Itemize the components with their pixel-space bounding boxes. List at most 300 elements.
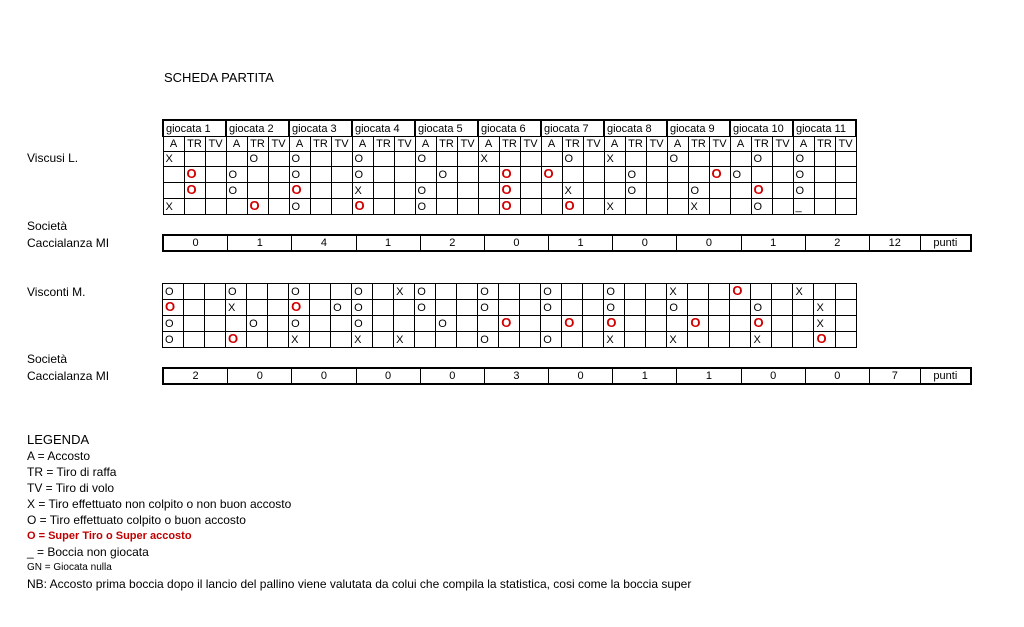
giocata-header: giocata 9 [667, 120, 730, 137]
mark-cell [331, 316, 352, 332]
mark-cell [772, 332, 793, 348]
mark-cell [730, 183, 751, 199]
mark-cell: O [163, 332, 184, 348]
mark-cell [520, 199, 541, 215]
mark-cell: O [730, 167, 751, 183]
subheader-cell: TR [688, 137, 709, 152]
mark-cell [541, 183, 562, 199]
legend-item: GN = Giocata nulla [27, 562, 112, 573]
mark-cell [499, 152, 520, 167]
score-grid [162, 283, 857, 348]
mark-cell [583, 284, 604, 300]
mark-cell: X [667, 332, 688, 348]
mark-cell [772, 167, 793, 183]
mark-cell [688, 284, 709, 300]
score-cell: 0 [356, 368, 420, 384]
subheader-cell: TR [373, 137, 394, 152]
mark-cell [436, 284, 457, 300]
mark-cell: O [478, 332, 499, 348]
table-row [163, 316, 857, 332]
mark-cell [373, 167, 394, 183]
mark-cell [457, 183, 478, 199]
score-cell: 1 [677, 368, 741, 384]
mark-cell [436, 152, 457, 167]
mark-cell [814, 183, 835, 199]
mark-cell [772, 284, 793, 300]
subheader-cell: A [793, 137, 814, 152]
mark-cell [709, 183, 730, 199]
mark-cell [688, 152, 709, 167]
super-mark: O [543, 166, 554, 181]
giocata-header: giocata 5 [415, 120, 478, 137]
mark-cell [709, 199, 730, 215]
mark-cell [646, 332, 667, 348]
mark-cell [457, 300, 478, 316]
mark-cell: O [415, 199, 436, 215]
mark-cell: X [604, 332, 625, 348]
mark-cell [205, 167, 226, 183]
score-cell: 2 [420, 235, 484, 251]
society-label: Società [27, 352, 68, 366]
mark-cell [709, 284, 730, 300]
super-mark: O [711, 166, 722, 181]
mark-cell [625, 199, 646, 215]
mark-cell: O [793, 183, 814, 199]
mark-cell [604, 167, 625, 183]
society-label: Società [27, 219, 68, 233]
mark-cell: O [667, 300, 688, 316]
mark-cell [394, 316, 415, 332]
mark-cell [226, 152, 247, 167]
mark-cell: O [478, 300, 499, 316]
subheader-cell: A [352, 137, 373, 152]
mark-cell [331, 332, 352, 348]
mark-cell [310, 300, 331, 316]
player-name: Visconti M. [27, 285, 86, 299]
super-mark: O [501, 166, 512, 181]
mark-cell [226, 332, 247, 348]
subheader-cell: A [163, 137, 184, 152]
mark-cell [730, 332, 751, 348]
score-cell: 1 [356, 235, 420, 251]
mark-cell [415, 316, 436, 332]
mark-cell [247, 199, 268, 215]
mark-cell [646, 199, 667, 215]
mark-cell [793, 316, 814, 332]
score-cell: 1 [549, 235, 613, 251]
mark-cell [730, 300, 751, 316]
mark-cell: O [289, 199, 310, 215]
legend-item: TR = Tiro di raffa [27, 465, 117, 479]
mark-cell [520, 332, 541, 348]
points-label: punti [920, 235, 971, 251]
score-row [162, 234, 972, 252]
table-row [163, 300, 857, 316]
super-mark: O [501, 182, 512, 197]
mark-cell [583, 316, 604, 332]
legend-note: NB: Accosto prima boccia dopo il lancio del pallino viene valutata da colui che compila la statistica, cosi come la boccia super [27, 577, 692, 591]
mark-cell [520, 300, 541, 316]
mark-cell: O [751, 300, 772, 316]
mark-cell: X [394, 284, 415, 300]
score-cell: 0 [163, 235, 228, 251]
mark-cell [688, 316, 709, 332]
subheader-cell: TV [583, 137, 604, 152]
mark-cell: O [226, 183, 247, 199]
mark-cell [625, 316, 646, 332]
mark-cell [646, 152, 667, 167]
mark-cell [814, 199, 835, 215]
mark-cell [226, 316, 247, 332]
mark-cell [772, 300, 793, 316]
super-mark: O [732, 283, 743, 298]
subheader-cell: TV [205, 137, 226, 152]
mark-cell: O [415, 300, 436, 316]
super-mark: O [816, 331, 827, 346]
mark-cell [373, 332, 394, 348]
mark-cell [268, 152, 289, 167]
mark-cell [835, 183, 856, 199]
society-name: Caccialanza MI [27, 236, 110, 250]
score-grid [162, 119, 857, 215]
mark-cell: X [604, 199, 625, 215]
mark-cell [310, 332, 331, 348]
mark-cell: O [352, 300, 373, 316]
mark-cell: X [163, 199, 184, 215]
mark-cell: O [289, 316, 310, 332]
mark-cell [541, 199, 562, 215]
mark-cell [268, 183, 289, 199]
subheader-cell: TR [247, 137, 268, 152]
mark-cell: O [415, 152, 436, 167]
mark-cell [625, 332, 646, 348]
giocata-header: giocata 10 [730, 120, 793, 137]
mark-cell [247, 284, 268, 300]
mark-cell [310, 167, 331, 183]
mark-cell [835, 332, 857, 348]
score-cell: 1 [741, 235, 805, 251]
super-mark: O [291, 299, 302, 314]
mark-cell [835, 167, 856, 183]
subheader-cell: TV [646, 137, 667, 152]
mark-cell: O [163, 316, 184, 332]
mark-cell: O [352, 284, 373, 300]
mark-cell [499, 316, 520, 332]
mark-cell [667, 199, 688, 215]
mark-cell: O [751, 199, 772, 215]
mark-cell [268, 167, 289, 183]
mark-cell [457, 167, 478, 183]
score-cell: 1 [228, 235, 292, 251]
mark-cell: X [289, 332, 310, 348]
mark-cell [688, 300, 709, 316]
mark-cell: O [478, 284, 499, 300]
mark-cell: X [604, 152, 625, 167]
super-mark: O [291, 182, 302, 197]
mark-cell [310, 199, 331, 215]
mark-cell [331, 284, 352, 300]
mark-cell [205, 284, 226, 300]
mark-cell [751, 183, 772, 199]
mark-cell [289, 183, 310, 199]
mark-cell: O [604, 284, 625, 300]
mark-cell [163, 167, 184, 183]
score-cell: 0 [484, 235, 548, 251]
mark-cell [814, 167, 835, 183]
subheader-cell: TR [814, 137, 835, 152]
subheader-cell: TR [310, 137, 331, 152]
mark-cell: O [541, 300, 562, 316]
mark-cell [751, 284, 772, 300]
table-row [163, 167, 856, 183]
subheader-cell: A [541, 137, 562, 152]
giocata-header: giocata 8 [604, 120, 667, 137]
mark-cell [541, 152, 562, 167]
subheader-cell: A [667, 137, 688, 152]
mark-cell: O [289, 152, 310, 167]
super-mark: O [249, 198, 260, 213]
subheader-cell: TR [184, 137, 205, 152]
subheader-cell: A [478, 137, 499, 152]
mark-cell [373, 183, 394, 199]
mark-cell [184, 152, 205, 167]
mark-cell: O [289, 167, 310, 183]
mark-cell [583, 152, 604, 167]
super-mark: O [501, 198, 512, 213]
mark-cell [583, 167, 604, 183]
mark-cell [184, 300, 205, 316]
mark-cell: O [247, 152, 268, 167]
subheader-cell: TV [772, 137, 793, 152]
mark-cell: X [478, 152, 499, 167]
mark-cell [310, 152, 331, 167]
mark-cell [814, 332, 835, 348]
mark-cell: O [226, 284, 247, 300]
mark-cell [205, 316, 226, 332]
mark-cell [268, 316, 289, 332]
table-row [163, 183, 856, 199]
mark-cell [478, 183, 499, 199]
mark-cell [562, 284, 583, 300]
mark-cell [772, 152, 793, 167]
mark-cell [394, 183, 415, 199]
mark-cell [226, 199, 247, 215]
mark-cell [520, 284, 541, 300]
mark-cell [583, 199, 604, 215]
mark-cell [583, 332, 604, 348]
mark-cell [520, 316, 541, 332]
mark-cell: X [226, 300, 247, 316]
mark-cell [835, 300, 857, 316]
mark-cell [499, 199, 520, 215]
subheader-cell: TV [835, 137, 856, 152]
mark-cell [562, 332, 583, 348]
subheader-cell: TV [457, 137, 478, 152]
mark-cell [709, 316, 730, 332]
legend-item-super: O = Super Tiro o Super accosto [27, 530, 192, 542]
table-row [163, 152, 856, 167]
subheader-cell: TR [625, 137, 646, 152]
score-cell: 2 [163, 368, 228, 384]
mark-cell [205, 183, 226, 199]
subheader-cell: A [289, 137, 310, 152]
score-cell: 0 [228, 368, 292, 384]
subheader-cell: TV [520, 137, 541, 152]
mark-cell [562, 167, 583, 183]
mark-cell [499, 332, 520, 348]
mark-cell [751, 167, 772, 183]
mark-cell [709, 300, 730, 316]
mark-cell [730, 284, 751, 300]
mark-cell [730, 316, 751, 332]
table-row [163, 199, 856, 215]
mark-cell [709, 167, 730, 183]
score-cell: 2 [805, 235, 869, 251]
mark-cell [793, 300, 814, 316]
giocata-header: giocata 3 [289, 120, 352, 137]
mark-cell: X [352, 183, 373, 199]
mark-cell [499, 167, 520, 183]
super-mark: O [690, 315, 701, 330]
mark-cell [205, 300, 226, 316]
giocata-header: giocata 2 [226, 120, 289, 137]
mark-cell [667, 316, 688, 332]
mark-cell [562, 316, 583, 332]
mark-cell [772, 199, 793, 215]
mark-cell [646, 316, 667, 332]
subheader-cell: A [604, 137, 625, 152]
mark-cell [373, 300, 394, 316]
mark-cell [331, 152, 352, 167]
subheader-cell: A [730, 137, 751, 152]
mark-cell: X [163, 152, 184, 167]
mark-cell [457, 316, 478, 332]
mark-cell: O [436, 316, 457, 332]
mark-cell [835, 152, 856, 167]
mark-cell: O [562, 152, 583, 167]
player-name: Viscusi L. [27, 151, 79, 165]
mark-cell [289, 300, 310, 316]
mark-cell [772, 316, 793, 332]
total-cell: 7 [869, 368, 920, 384]
super-mark: O [228, 331, 239, 346]
super-mark: O [186, 182, 197, 197]
subheader-cell: TR [436, 137, 457, 152]
score-cell: 3 [484, 368, 548, 384]
mark-cell [814, 152, 835, 167]
mark-cell [163, 300, 184, 316]
subheader-cell: TV [331, 137, 352, 152]
mark-cell [268, 332, 289, 348]
mark-cell [205, 152, 226, 167]
mark-cell [604, 316, 625, 332]
mark-cell: O [625, 167, 646, 183]
mark-cell: X [814, 300, 835, 316]
mark-cell [478, 316, 499, 332]
table-row [163, 332, 857, 348]
mark-cell [751, 316, 772, 332]
mark-cell: O [604, 300, 625, 316]
score-cell: 0 [677, 235, 741, 251]
giocata-header: giocata 7 [541, 120, 604, 137]
mark-cell [436, 300, 457, 316]
mark-cell [688, 332, 709, 348]
legend-item: X = Tiro effettuato non colpito o non buon accosto [27, 497, 292, 511]
mark-cell [835, 316, 857, 332]
mark-cell [583, 183, 604, 199]
mark-cell [478, 167, 499, 183]
mark-cell: O [352, 152, 373, 167]
mark-cell: O [436, 167, 457, 183]
mark-cell [646, 167, 667, 183]
mark-cell [184, 199, 205, 215]
subheader-cell: TR [751, 137, 772, 152]
super-mark: O [564, 198, 575, 213]
mark-cell [436, 199, 457, 215]
score-cell: 1 [613, 368, 677, 384]
score-cell: 4 [292, 235, 356, 251]
mark-cell [457, 332, 478, 348]
mark-cell [184, 316, 205, 332]
mark-cell: O [331, 300, 352, 316]
score-row [162, 367, 972, 385]
mark-cell [562, 199, 583, 215]
mark-cell [310, 284, 331, 300]
mark-cell [394, 300, 415, 316]
mark-cell [646, 183, 667, 199]
subheader-cell: TR [499, 137, 520, 152]
mark-cell [247, 300, 268, 316]
mark-cell [625, 300, 646, 316]
legend-title: LEGENDA [27, 432, 90, 447]
mark-cell: O [415, 183, 436, 199]
legend-item: O = Tiro effettuato colpito o buon accosto [27, 513, 246, 527]
mark-cell: X [751, 332, 772, 348]
mark-cell [331, 183, 352, 199]
legend-item: A = Accosto [27, 449, 91, 463]
mark-cell [814, 284, 835, 300]
mark-cell: X [394, 332, 415, 348]
mark-cell [247, 167, 268, 183]
mark-cell: O [352, 167, 373, 183]
mark-cell: O [751, 152, 772, 167]
society-name: Caccialanza MI [27, 369, 110, 383]
mark-cell: O [352, 316, 373, 332]
mark-cell [604, 183, 625, 199]
mark-cell: O [163, 284, 184, 300]
mark-cell: O [415, 284, 436, 300]
mark-cell [268, 300, 289, 316]
mark-cell [331, 167, 352, 183]
table-row [163, 284, 857, 300]
mark-cell: O [226, 167, 247, 183]
mark-cell [394, 199, 415, 215]
mark-cell [310, 316, 331, 332]
giocata-header: giocata 1 [163, 120, 226, 137]
mark-cell: O [541, 332, 562, 348]
giocata-header: giocata 11 [793, 120, 856, 137]
mark-cell: O [793, 152, 814, 167]
mark-cell [625, 284, 646, 300]
page-title: SCHEDA PARTITA [164, 70, 274, 85]
mark-cell [499, 183, 520, 199]
mark-cell [520, 167, 541, 183]
mark-cell [499, 284, 520, 300]
mark-cell [415, 167, 436, 183]
mark-cell [247, 332, 268, 348]
mark-cell [457, 199, 478, 215]
subheader-cell: TR [562, 137, 583, 152]
